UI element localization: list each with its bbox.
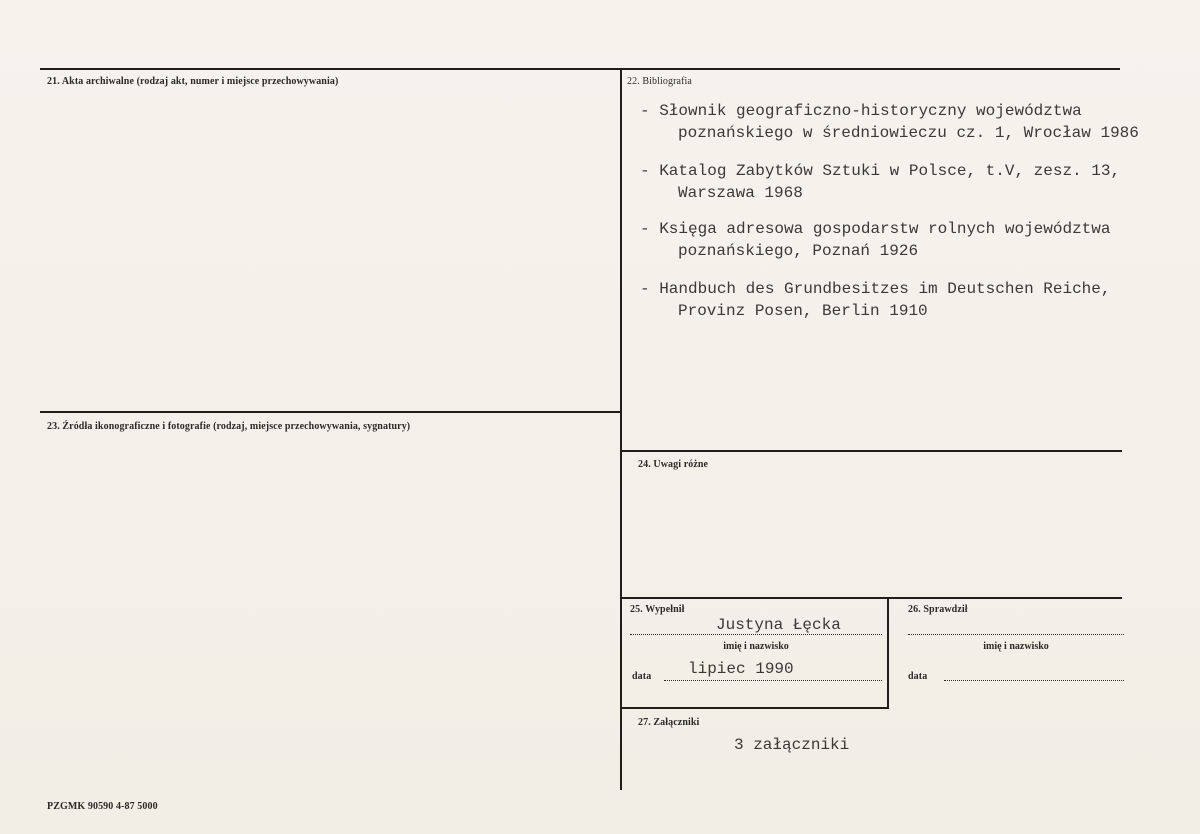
print-code: PZGMK 90590 4-87 5000	[47, 801, 158, 812]
bibliography-item-line: - Katalog Zabytków Sztuki w Polsce, t.V, zesz. 13,	[640, 162, 1121, 180]
filled-by-date: lipiec 1990	[688, 660, 794, 678]
filled-checked-divider	[887, 597, 889, 709]
bibliography-item-line: - Księga adresowa gospodarstw rolnych województwa	[640, 220, 1111, 238]
checked-by-name-line	[908, 634, 1124, 635]
section-24-label: 24. Uwagi różne	[638, 459, 709, 470]
bibliography-item-1	[640, 100, 1139, 144]
bibliography-item-2	[640, 160, 1120, 204]
filled-by-date-line	[664, 680, 882, 681]
rule-section-24	[622, 450, 1122, 452]
bibliography-item-line: poznańskiego w średniowieczu cz. 1, Wrocław 1986	[678, 124, 1139, 142]
section-27-label: 27. Załączniki	[638, 717, 700, 728]
top-rule	[40, 68, 1120, 70]
bibliography-item-line: Provinz Posen, Berlin 1910	[678, 302, 928, 320]
bibliography-item-line: poznańskiego, Poznań 1926	[678, 242, 919, 260]
rule-section-23	[40, 411, 622, 413]
rule-section-25	[622, 597, 1122, 599]
checked-by-date-label: data	[908, 671, 928, 682]
checked-by-date-line	[944, 680, 1124, 681]
section-26-label: 26. Sprawdził	[908, 604, 968, 615]
filled-by-name: Justyna Łęcka	[716, 616, 841, 634]
center-divider	[620, 68, 622, 790]
section-23-label: 23. Źródła ikonograficzne i fotografie (rodzaj, miejsce przechowywania, sygnatury)	[47, 421, 411, 432]
filled-by-date-label: data	[632, 671, 652, 682]
bibliography-item-line: Warszawa 1968	[678, 184, 803, 202]
checked-by-name-caption: imię i nazwisko	[983, 641, 1049, 652]
section-21-label: 21. Akta archiwalne (rodzaj akt, numer i miejsce przechowywania)	[47, 76, 339, 87]
attachments-value: 3 załączniki	[734, 736, 850, 754]
filled-by-name-line	[630, 634, 882, 635]
bibliography-item-line: - Słownik geograficzno-historyczny województwa	[640, 102, 1082, 120]
bibliography-item-3	[640, 218, 1110, 262]
section-25-label: 25. Wypełnił	[630, 604, 685, 615]
bibliography-item-4	[640, 278, 1110, 322]
bibliography-item-line: - Handbuch des Grundbesitzes im Deutschen Reiche,	[640, 280, 1111, 298]
filled-by-name-caption: imię i nazwisko	[723, 641, 789, 652]
section-22-label: 22. Bibliografia	[627, 76, 692, 87]
rule-section-27	[622, 707, 887, 709]
